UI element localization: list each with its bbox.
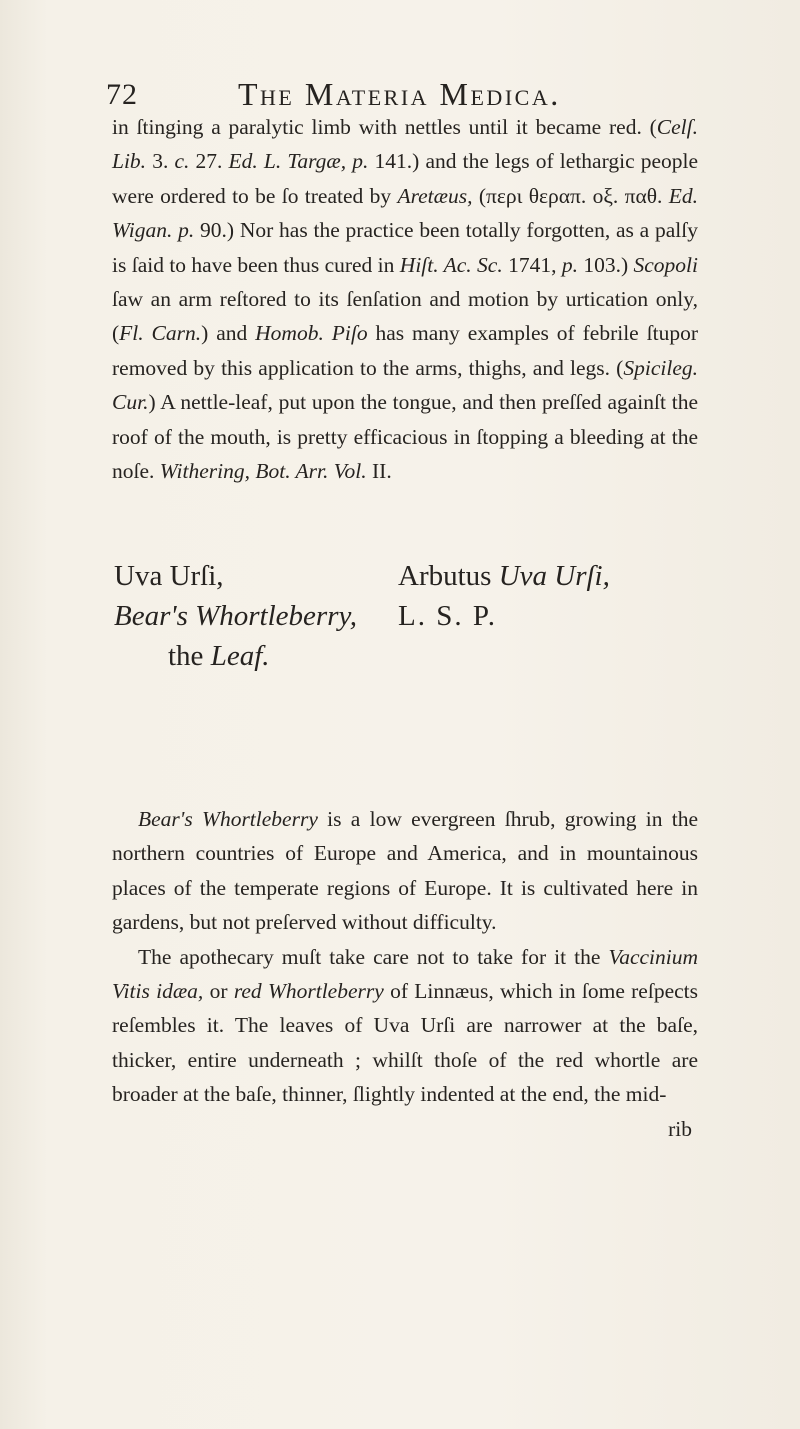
text-run: or — [203, 979, 234, 1004]
italic-run: Aretæus, — [397, 183, 473, 208]
text-run: of Linnæus, which in ſome reſpects reſembles it. The leaves of Uva Urſi are narrower at the baſe, thicker, entire underneath ; whilſt thoſe of the red whortle are broader at the baſe, thinner, ſlightly indented at the end, the mid- — [112, 979, 699, 1107]
intro-paragraph — [112, 110, 698, 488]
italic-run: Ed. L. Targæ, — [228, 149, 347, 174]
italic-run: Spicileg. Cur. — [112, 355, 698, 415]
italic-run: Hiſt. Ac. Sc. — [399, 252, 503, 277]
text-run: 141.) and the legs of lethargic people were ordered to be ſo treated by — [112, 149, 699, 208]
text-run: (περι θεραπ. οξ. παθ. — [472, 183, 669, 208]
part-used — [168, 640, 270, 673]
italic-run: Withering, Bot. Arr. Vol. — [159, 459, 367, 484]
italic-run: Vaccinium Vitis idæa, — [112, 944, 698, 1004]
italic-run: Bear's Whortleberry — [138, 807, 318, 831]
italic-run: Ed. Wigan. p. — [112, 183, 699, 243]
text-run: in ſtinging a paralytic limb with nettles until it became red. ( — [112, 115, 657, 139]
description-text-block — [112, 802, 698, 1146]
text-run: 27. — [189, 149, 229, 174]
italic-run: c. — [174, 149, 190, 174]
latin-genus: Arbutus — [398, 560, 499, 592]
italic-run: Scopoli — [633, 252, 698, 277]
italic-run: red Whortleberry — [233, 979, 384, 1004]
text-run: has many examples of febrile ſtupor removed by this application to the arms, thighs, and legs. ( — [112, 321, 698, 380]
text-run: ) and — [201, 321, 256, 346]
text-run: 103.) — [577, 252, 634, 277]
part-used-name: Leaf. — [210, 640, 270, 672]
catchword-rib: rib — [668, 1116, 692, 1141]
authority-abbreviation: L. S. P. — [398, 600, 498, 632]
running-head-title: The Materia Medica. — [238, 76, 561, 112]
latin-species: Uva Urſi, — [498, 560, 610, 592]
common-name: Uva Urſi, — [114, 560, 224, 592]
text-run: 1741, — [502, 252, 562, 277]
description-paragraph-2 — [112, 940, 698, 1112]
text-run: II. — [366, 459, 392, 484]
italic-run: Fl. Carn. — [119, 321, 202, 346]
italic-run: Homob. Piſo — [255, 321, 368, 346]
text-run: The apothecary muſt take care not to take for it the — [138, 944, 609, 969]
latin-name — [398, 560, 610, 593]
italic-run: p. — [561, 252, 578, 277]
part-used-prefix: the — [168, 640, 211, 672]
text-run: ) A nettle-leaf, put upon the tongue, and then preſſed againſt the roof of the mouth, is pretty efficacious in ſtopping a bleeding at the noſe. — [112, 390, 698, 484]
text-run: ſaw an arm reſtored to its ſenſation and motion by urtication only, ( — [112, 287, 698, 346]
description-paragraph-1 — [112, 802, 698, 940]
text-run: 90.) Nor has the practice been totally forgotten, as a palſy is ſaid to have been thus cured in — [112, 218, 698, 277]
intro-text-block — [112, 110, 698, 488]
entry-heading — [112, 560, 712, 690]
italic-run: p. — [352, 149, 369, 174]
italic-run: Celſ. Lib. — [112, 115, 698, 174]
text-run: is a low evergreen ſhrub, growing in the northern countries of Europe and America, and in mountainous places of the temperate regions of Europe. It is cultivated here in gardens, but not preſerved without difficulty. — [112, 807, 698, 935]
english-name: Bear's Whortleberry, — [114, 600, 358, 632]
text-run: 3. — [146, 149, 175, 174]
page-number: 72 — [106, 78, 138, 111]
